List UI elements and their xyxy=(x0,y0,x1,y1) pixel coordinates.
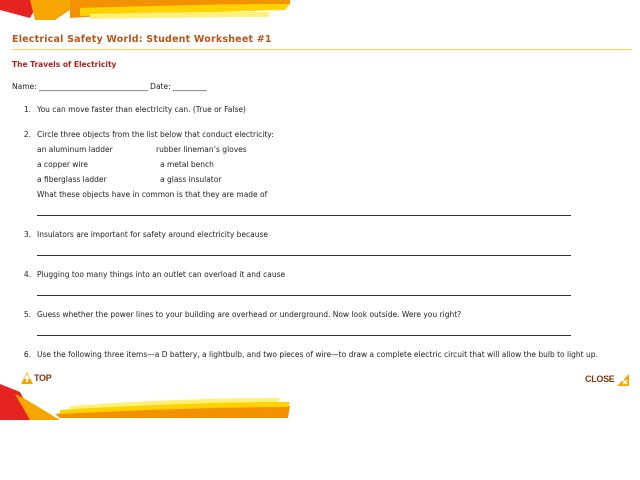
question-4 xyxy=(19,270,285,279)
answer-line xyxy=(37,335,571,336)
question-6 xyxy=(19,350,598,359)
question-followup: What these objects have in common is that they are made of xyxy=(37,190,268,199)
answer-line xyxy=(37,295,571,296)
question-3 xyxy=(19,230,268,239)
section-subtitle: The Travels of Electricity xyxy=(12,60,117,69)
top-link[interactable] xyxy=(20,371,51,385)
list-item: a metal bench xyxy=(160,160,214,169)
question-text: Circle three objects from the list below that conduct electricity: xyxy=(37,130,274,139)
question-number: 3. xyxy=(23,230,31,239)
footer-swoosh-graphic xyxy=(0,384,640,420)
list-item: a copper wire xyxy=(37,160,89,169)
name-date-line: Name: _____________________________ Date: _________ xyxy=(12,82,207,91)
question-text: Guess whether the power lines to your building are overhead or underground. Now look outside. Were you right? xyxy=(37,310,462,319)
list-item: rubber lineman’s gloves xyxy=(156,145,247,154)
header-swoosh-graphic xyxy=(0,0,640,24)
list-item: a fiberglass ladder xyxy=(37,175,107,184)
question-number: 1. xyxy=(23,105,31,114)
list-item: an aluminum ladder xyxy=(37,145,113,154)
answer-line xyxy=(37,215,571,216)
question-text: Insulators are important for safety around electricity because xyxy=(37,230,269,239)
top-label: TOP xyxy=(34,373,52,383)
question-number: 6. xyxy=(23,350,31,359)
question-1 xyxy=(19,105,246,114)
answer-line xyxy=(37,255,571,256)
title-divider xyxy=(12,49,632,50)
close-label: CLOSE xyxy=(585,374,615,384)
question-number: 2. xyxy=(23,130,31,139)
question-text: Plugging too many things into an outlet can overload it and cause xyxy=(37,270,286,279)
arrow-up-icon xyxy=(20,371,34,385)
question-text: Use the following three items—a D battery, a lightbulb, and two pieces of wire—to draw a complete electric circuit that will allow the bulb to light up. xyxy=(37,350,598,359)
question-5 xyxy=(19,310,461,319)
question-number: 4. xyxy=(23,270,31,279)
question-2 xyxy=(19,130,274,139)
list-item: a glass insulator xyxy=(160,175,222,184)
question-text: You can move faster than electricity can. (True or False) xyxy=(37,105,246,114)
question-number: 5. xyxy=(23,310,31,319)
page-title: Electrical Safety World: Student Worksheet #1 xyxy=(12,34,272,45)
